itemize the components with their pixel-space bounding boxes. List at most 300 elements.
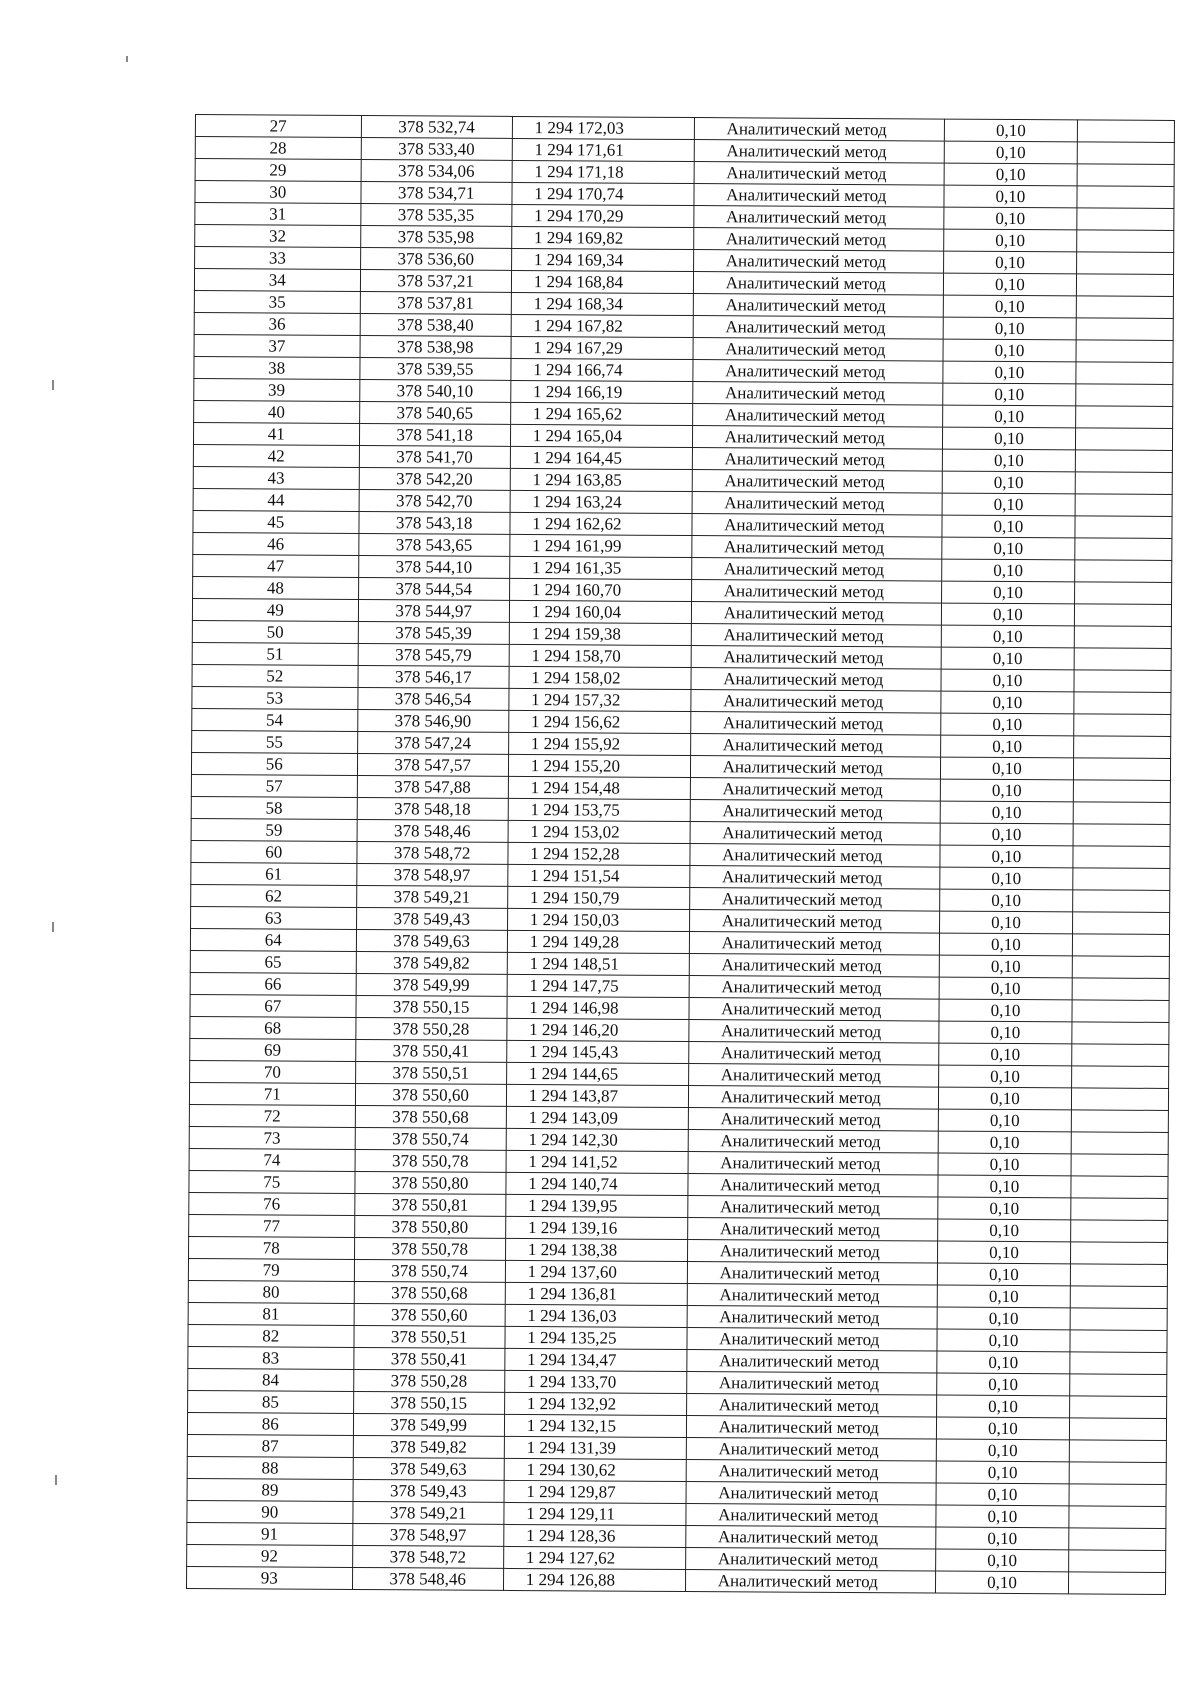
y-coordinate-cell: 1 294 143,09 [506, 1106, 688, 1129]
x-coordinate-cell: 378 548,18 [357, 798, 508, 821]
point-number-cell: 55 [192, 730, 358, 753]
empty-cell [1070, 1352, 1167, 1375]
y-coordinate-cell: 1 294 172,03 [512, 116, 694, 139]
x-coordinate-cell: 378 537,81 [360, 292, 511, 315]
empty-cell [1075, 494, 1172, 517]
point-number-cell: 43 [193, 466, 359, 489]
empty-cell [1069, 1506, 1166, 1529]
x-coordinate-cell: 378 550,68 [355, 1105, 506, 1128]
method-cell: Аналитический метод [686, 1482, 936, 1506]
scan-speck [55, 1475, 57, 1485]
empty-cell [1071, 1176, 1168, 1199]
point-number-cell: 49 [192, 598, 358, 621]
x-coordinate-cell: 378 534,71 [361, 182, 512, 205]
empty-cell [1075, 538, 1172, 561]
empty-cell [1077, 208, 1174, 231]
method-cell: Аналитический метод [691, 558, 941, 582]
point-number-cell: 62 [191, 884, 357, 907]
empty-cell [1075, 428, 1172, 451]
accuracy-cell: 0,10 [936, 1549, 1069, 1572]
accuracy-cell: 0,10 [938, 1175, 1071, 1198]
accuracy-cell: 0,10 [941, 735, 1074, 758]
x-coordinate-cell: 378 544,54 [358, 578, 509, 601]
empty-cell [1072, 1044, 1169, 1067]
empty-cell [1073, 758, 1170, 781]
method-cell: Аналитический метод [688, 1130, 938, 1154]
x-coordinate-cell: 378 542,70 [359, 490, 510, 513]
x-coordinate-cell: 378 541,18 [359, 424, 510, 447]
empty-cell [1074, 670, 1171, 693]
scan-speck [52, 922, 54, 932]
accuracy-cell: 0,10 [942, 449, 1075, 472]
method-cell: Аналитический метод [688, 1152, 938, 1176]
method-cell: Аналитический метод [690, 844, 940, 868]
accuracy-cell: 0,10 [936, 1571, 1069, 1594]
y-coordinate-cell: 1 294 163,24 [510, 490, 692, 513]
x-coordinate-cell: 378 543,18 [358, 512, 509, 535]
y-coordinate-cell: 1 294 139,95 [506, 1194, 688, 1217]
y-coordinate-cell: 1 294 163,85 [510, 468, 692, 491]
accuracy-cell: 0,10 [943, 405, 1076, 428]
point-number-cell: 71 [189, 1082, 355, 1105]
point-number-cell: 56 [191, 752, 357, 775]
accuracy-cell: 0,10 [944, 185, 1077, 208]
method-cell: Аналитический метод [686, 1394, 936, 1418]
accuracy-cell: 0,10 [936, 1505, 1069, 1528]
method-cell: Аналитический метод [687, 1306, 937, 1330]
accuracy-cell: 0,10 [942, 493, 1075, 516]
y-coordinate-cell: 1 294 159,38 [509, 622, 691, 645]
accuracy-cell: 0,10 [938, 1241, 1071, 1264]
accuracy-cell: 0,10 [937, 1395, 1070, 1418]
point-number-cell: 65 [190, 950, 356, 973]
point-number-cell: 82 [188, 1324, 354, 1347]
method-cell: Аналитический метод [689, 866, 939, 890]
method-cell: Аналитический метод [691, 536, 941, 560]
x-coordinate-cell: 378 545,39 [358, 622, 509, 645]
point-number-cell: 51 [192, 642, 358, 665]
accuracy-cell: 0,10 [940, 867, 1073, 890]
point-number-cell: 58 [191, 796, 357, 819]
x-coordinate-cell: 378 549,99 [356, 973, 507, 996]
empty-cell [1076, 362, 1173, 385]
y-coordinate-cell: 1 294 158,70 [509, 644, 691, 667]
point-number-cell: 91 [187, 1522, 353, 1545]
empty-cell [1074, 692, 1171, 715]
point-number-cell: 57 [191, 774, 357, 797]
empty-cell [1071, 1132, 1168, 1155]
point-number-cell: 73 [189, 1126, 355, 1149]
empty-cell [1072, 1000, 1169, 1023]
method-cell: Аналитический метод [693, 272, 943, 296]
accuracy-cell: 0,10 [944, 229, 1077, 252]
x-coordinate-cell: 378 544,97 [358, 600, 509, 623]
point-number-cell: 87 [187, 1434, 353, 1457]
accuracy-cell: 0,10 [938, 1153, 1071, 1176]
x-coordinate-cell: 378 547,88 [357, 776, 508, 799]
empty-cell [1073, 868, 1170, 891]
point-number-cell: 79 [188, 1258, 354, 1281]
point-number-cell: 30 [195, 181, 361, 204]
y-coordinate-cell: 1 294 130,62 [504, 1458, 686, 1481]
accuracy-cell: 0,10 [936, 1439, 1069, 1462]
method-cell: Аналитический метод [692, 514, 942, 538]
point-number-cell: 29 [195, 159, 361, 182]
point-number-cell: 78 [189, 1236, 355, 1259]
accuracy-cell: 0,10 [936, 1417, 1069, 1440]
accuracy-cell: 0,10 [941, 647, 1074, 670]
point-number-cell: 32 [195, 225, 361, 248]
point-number-cell: 27 [195, 115, 361, 138]
y-coordinate-cell: 1 294 148,51 [507, 952, 689, 975]
method-cell: Аналитический метод [691, 602, 941, 626]
y-coordinate-cell: 1 294 150,79 [507, 886, 689, 909]
method-cell: Аналитический метод [693, 294, 943, 318]
point-number-cell: 80 [188, 1280, 354, 1303]
point-number-cell: 92 [187, 1544, 353, 1567]
method-cell: Аналитический метод [691, 624, 941, 648]
empty-cell [1070, 1308, 1167, 1331]
accuracy-cell: 0,10 [938, 1219, 1071, 1242]
x-coordinate-cell: 378 550,51 [354, 1325, 505, 1348]
method-cell: Аналитический метод [690, 778, 940, 802]
method-cell: Аналитический метод [694, 184, 944, 208]
y-coordinate-cell: 1 294 132,15 [504, 1414, 686, 1437]
y-coordinate-cell: 1 294 143,87 [506, 1084, 688, 1107]
accuracy-cell: 0,10 [940, 845, 1073, 868]
empty-cell [1076, 340, 1173, 363]
accuracy-cell: 0,10 [941, 691, 1074, 714]
x-coordinate-cell: 378 544,10 [358, 556, 509, 579]
method-cell: Аналитический метод [692, 426, 942, 450]
point-number-cell: 42 [193, 444, 359, 467]
x-coordinate-cell: 378 550,41 [355, 1039, 506, 1062]
y-coordinate-cell: 1 294 144,65 [506, 1062, 688, 1085]
point-number-cell: 37 [194, 334, 360, 357]
point-number-cell: 38 [194, 356, 360, 379]
empty-cell [1073, 802, 1170, 825]
y-coordinate-cell: 1 294 129,11 [504, 1502, 686, 1525]
y-coordinate-cell: 1 294 129,87 [504, 1480, 686, 1503]
method-cell: Аналитический метод [691, 580, 941, 604]
empty-cell [1073, 890, 1170, 913]
method-cell: Аналитический метод [693, 250, 943, 274]
y-coordinate-cell: 1 294 136,03 [505, 1304, 687, 1327]
y-coordinate-cell: 1 294 131,39 [504, 1436, 686, 1459]
point-number-cell: 89 [187, 1478, 353, 1501]
y-coordinate-cell: 1 294 160,70 [509, 578, 691, 601]
x-coordinate-cell: 378 541,70 [359, 446, 510, 469]
x-coordinate-cell: 378 549,43 [356, 907, 507, 930]
point-number-cell: 52 [192, 664, 358, 687]
accuracy-cell: 0,10 [940, 911, 1073, 934]
y-coordinate-cell: 1 294 167,82 [511, 314, 693, 337]
x-coordinate-cell: 378 550,28 [355, 1017, 506, 1040]
accuracy-cell: 0,10 [943, 273, 1076, 296]
method-cell: Аналитический метод [689, 998, 939, 1022]
empty-cell [1075, 450, 1172, 473]
method-cell: Аналитический метод [687, 1218, 937, 1242]
method-cell: Аналитический метод [688, 1042, 938, 1066]
x-coordinate-cell: 378 550,68 [354, 1281, 505, 1304]
empty-cell [1077, 186, 1174, 209]
accuracy-cell: 0,10 [936, 1461, 1069, 1484]
point-number-cell: 41 [193, 422, 359, 445]
accuracy-cell: 0,10 [940, 801, 1073, 824]
method-cell: Аналитический метод [688, 1086, 938, 1110]
point-number-cell: 72 [189, 1104, 355, 1127]
x-coordinate-cell: 378 550,74 [354, 1259, 505, 1282]
method-cell: Аналитический метод [693, 316, 943, 340]
point-number-cell: 46 [193, 532, 359, 555]
accuracy-cell: 0,10 [942, 471, 1075, 494]
method-cell: Аналитический метод [686, 1460, 936, 1484]
y-coordinate-cell: 1 294 139,16 [505, 1216, 687, 1239]
empty-cell [1076, 274, 1173, 297]
empty-cell [1071, 1154, 1168, 1177]
empty-cell [1076, 318, 1173, 341]
empty-cell [1073, 736, 1170, 759]
point-number-cell: 93 [186, 1566, 352, 1589]
method-cell: Аналитический метод [689, 954, 939, 978]
x-coordinate-cell: 378 549,99 [353, 1413, 504, 1436]
y-coordinate-cell: 1 294 128,36 [504, 1524, 686, 1547]
empty-cell [1076, 384, 1173, 407]
y-coordinate-cell: 1 294 158,02 [509, 666, 691, 689]
method-cell: Аналитический метод [694, 162, 944, 186]
empty-cell [1075, 472, 1172, 495]
accuracy-cell: 0,10 [939, 977, 1072, 1000]
y-coordinate-cell: 1 294 136,81 [505, 1282, 687, 1305]
accuracy-cell: 0,10 [939, 1021, 1072, 1044]
table-row [186, 1566, 1165, 1594]
empty-cell [1077, 164, 1174, 187]
method-cell: Аналитический метод [688, 1174, 938, 1198]
method-cell: Аналитический метод [692, 404, 942, 428]
method-cell: Аналитический метод [692, 492, 942, 516]
accuracy-cell: 0,10 [944, 163, 1077, 186]
accuracy-cell: 0,10 [942, 559, 1075, 582]
point-number-cell: 59 [191, 818, 357, 841]
empty-cell [1076, 252, 1173, 275]
x-coordinate-cell: 378 550,41 [353, 1347, 504, 1370]
method-cell: Аналитический метод [689, 932, 939, 956]
x-coordinate-cell: 378 548,97 [352, 1523, 503, 1546]
x-coordinate-cell: 378 548,72 [356, 842, 507, 865]
x-coordinate-cell: 378 546,90 [357, 710, 508, 733]
accuracy-cell: 0,10 [940, 779, 1073, 802]
x-coordinate-cell: 378 550,15 [356, 995, 507, 1018]
y-coordinate-cell: 1 294 147,75 [507, 974, 689, 997]
accuracy-cell: 0,10 [938, 1131, 1071, 1154]
empty-cell [1068, 1572, 1165, 1595]
x-coordinate-cell: 378 534,06 [361, 160, 512, 183]
y-coordinate-cell: 1 294 138,38 [505, 1238, 687, 1261]
coordinates-table-body [186, 115, 1174, 1595]
point-number-cell: 61 [191, 862, 357, 885]
x-coordinate-cell: 378 540,65 [359, 402, 510, 425]
y-coordinate-cell: 1 294 153,75 [508, 798, 690, 821]
y-coordinate-cell: 1 294 145,43 [506, 1040, 688, 1063]
accuracy-cell: 0,10 [943, 317, 1076, 340]
y-coordinate-cell: 1 294 157,32 [509, 688, 691, 711]
method-cell: Аналитический метод [692, 470, 942, 494]
point-number-cell: 45 [193, 510, 359, 533]
point-number-cell: 34 [194, 269, 360, 292]
accuracy-cell: 0,10 [940, 757, 1073, 780]
x-coordinate-cell: 378 550,51 [355, 1061, 506, 1084]
accuracy-cell: 0,10 [939, 1043, 1072, 1066]
x-coordinate-cell: 378 547,57 [357, 754, 508, 777]
accuracy-cell: 0,10 [944, 207, 1077, 230]
empty-cell [1074, 714, 1171, 737]
x-coordinate-cell: 378 550,80 [354, 1171, 505, 1194]
accuracy-cell: 0,10 [938, 1197, 1071, 1220]
point-number-cell: 70 [190, 1060, 356, 1083]
x-coordinate-cell: 378 537,21 [360, 270, 511, 293]
y-coordinate-cell: 1 294 161,99 [510, 534, 692, 557]
empty-cell [1072, 1022, 1169, 1045]
method-cell: Аналитический метод [691, 646, 941, 670]
accuracy-cell: 0,10 [939, 955, 1072, 978]
method-cell: Аналитический метод [685, 1526, 935, 1550]
y-coordinate-cell: 1 294 156,62 [509, 710, 691, 733]
point-number-cell: 31 [195, 203, 361, 226]
empty-cell [1071, 1088, 1168, 1111]
empty-cell [1077, 142, 1174, 165]
point-number-cell: 60 [191, 840, 357, 863]
empty-cell [1070, 1286, 1167, 1309]
x-coordinate-cell: 378 548,46 [352, 1567, 503, 1590]
accuracy-cell: 0,10 [939, 999, 1072, 1022]
point-number-cell: 76 [189, 1192, 355, 1215]
x-coordinate-cell: 378 548,97 [356, 864, 507, 887]
accuracy-cell: 0,10 [942, 581, 1075, 604]
empty-cell [1068, 1550, 1165, 1573]
empty-cell [1069, 1418, 1166, 1441]
point-number-cell: 54 [192, 708, 358, 731]
accuracy-cell: 0,10 [938, 1109, 1071, 1132]
y-coordinate-cell: 1 294 154,48 [508, 776, 690, 799]
empty-cell [1069, 1440, 1166, 1463]
y-coordinate-cell: 1 294 171,18 [512, 160, 694, 183]
empty-cell [1070, 1374, 1167, 1397]
y-coordinate-cell: 1 294 140,74 [506, 1172, 688, 1195]
empty-cell [1073, 780, 1170, 803]
empty-cell [1074, 648, 1171, 671]
accuracy-cell: 0,10 [944, 141, 1077, 164]
empty-cell [1071, 1066, 1168, 1089]
empty-cell [1072, 912, 1169, 935]
method-cell: Аналитический метод [693, 338, 943, 362]
accuracy-cell: 0,10 [936, 1483, 1069, 1506]
empty-cell [1076, 296, 1173, 319]
x-coordinate-cell: 378 536,60 [360, 248, 511, 271]
point-number-cell: 47 [193, 554, 359, 577]
x-coordinate-cell: 378 550,15 [353, 1391, 504, 1414]
x-coordinate-cell: 378 535,98 [360, 226, 511, 249]
y-coordinate-cell: 1 294 161,35 [509, 556, 691, 579]
empty-cell [1075, 560, 1172, 583]
y-coordinate-cell: 1 294 170,29 [512, 204, 694, 227]
point-number-cell: 33 [195, 247, 361, 270]
y-coordinate-cell: 1 294 146,98 [507, 996, 689, 1019]
empty-cell [1069, 1528, 1166, 1551]
y-coordinate-cell: 1 294 155,20 [508, 754, 690, 777]
point-number-cell: 50 [192, 620, 358, 643]
point-number-cell: 39 [194, 378, 360, 401]
x-coordinate-cell: 378 549,63 [353, 1457, 504, 1480]
accuracy-cell: 0,10 [937, 1307, 1070, 1330]
y-coordinate-cell: 1 294 168,34 [511, 292, 693, 315]
empty-cell [1069, 1396, 1166, 1419]
method-cell: Аналитический метод [690, 800, 940, 824]
accuracy-cell: 0,10 [943, 339, 1076, 362]
x-coordinate-cell: 378 545,79 [358, 644, 509, 667]
accuracy-cell: 0,10 [940, 823, 1073, 846]
y-coordinate-cell: 1 294 151,54 [508, 864, 690, 887]
method-cell: Аналитический метод [693, 228, 943, 252]
x-coordinate-cell: 378 550,80 [354, 1215, 505, 1238]
scan-speck [126, 56, 128, 62]
empty-cell [1072, 934, 1169, 957]
method-cell: Аналитический метод [693, 360, 943, 384]
empty-cell [1070, 1264, 1167, 1287]
x-coordinate-cell: 378 546,17 [358, 666, 509, 689]
point-number-cell: 74 [189, 1148, 355, 1171]
y-coordinate-cell: 1 294 165,62 [510, 402, 692, 425]
method-cell: Аналитический метод [688, 1108, 938, 1132]
empty-cell [1070, 1242, 1167, 1265]
empty-cell [1074, 604, 1171, 627]
accuracy-cell: 0,10 [940, 889, 1073, 912]
y-coordinate-cell: 1 294 133,70 [504, 1370, 686, 1393]
y-coordinate-cell: 1 294 149,28 [507, 930, 689, 953]
x-coordinate-cell: 378 550,60 [354, 1303, 505, 1326]
y-coordinate-cell: 1 294 165,04 [510, 424, 692, 447]
scan-speck [52, 380, 54, 390]
y-coordinate-cell: 1 294 137,60 [505, 1260, 687, 1283]
y-coordinate-cell: 1 294 127,62 [503, 1546, 685, 1569]
accuracy-cell: 0,10 [941, 625, 1074, 648]
point-number-cell: 69 [190, 1038, 356, 1061]
point-number-cell: 68 [190, 1016, 356, 1039]
x-coordinate-cell: 378 548,46 [357, 820, 508, 843]
method-cell: Аналитический метод [690, 712, 940, 736]
accuracy-cell: 0,10 [939, 933, 1072, 956]
accuracy-cell: 0,10 [943, 383, 1076, 406]
x-coordinate-cell: 378 550,60 [355, 1083, 506, 1106]
y-coordinate-cell: 1 294 126,88 [503, 1568, 685, 1591]
empty-cell [1075, 406, 1172, 429]
empty-cell [1070, 1330, 1167, 1353]
y-coordinate-cell: 1 294 166,19 [511, 380, 693, 403]
method-cell: Аналитический метод [687, 1240, 937, 1264]
point-number-cell: 64 [190, 928, 356, 951]
x-coordinate-cell: 378 532,74 [361, 116, 512, 139]
y-coordinate-cell: 1 294 160,04 [509, 600, 691, 623]
method-cell: Аналитический метод [687, 1196, 937, 1220]
accuracy-cell: 0,10 [937, 1351, 1070, 1374]
point-number-cell: 48 [193, 576, 359, 599]
accuracy-cell: 0,10 [944, 119, 1077, 142]
y-coordinate-cell: 1 294 168,84 [511, 270, 693, 293]
x-coordinate-cell: 378 550,28 [353, 1369, 504, 1392]
x-coordinate-cell: 378 538,98 [360, 336, 511, 359]
point-number-cell: 81 [188, 1302, 354, 1325]
y-coordinate-cell: 1 294 141,52 [506, 1150, 688, 1173]
point-number-cell: 75 [189, 1170, 355, 1193]
